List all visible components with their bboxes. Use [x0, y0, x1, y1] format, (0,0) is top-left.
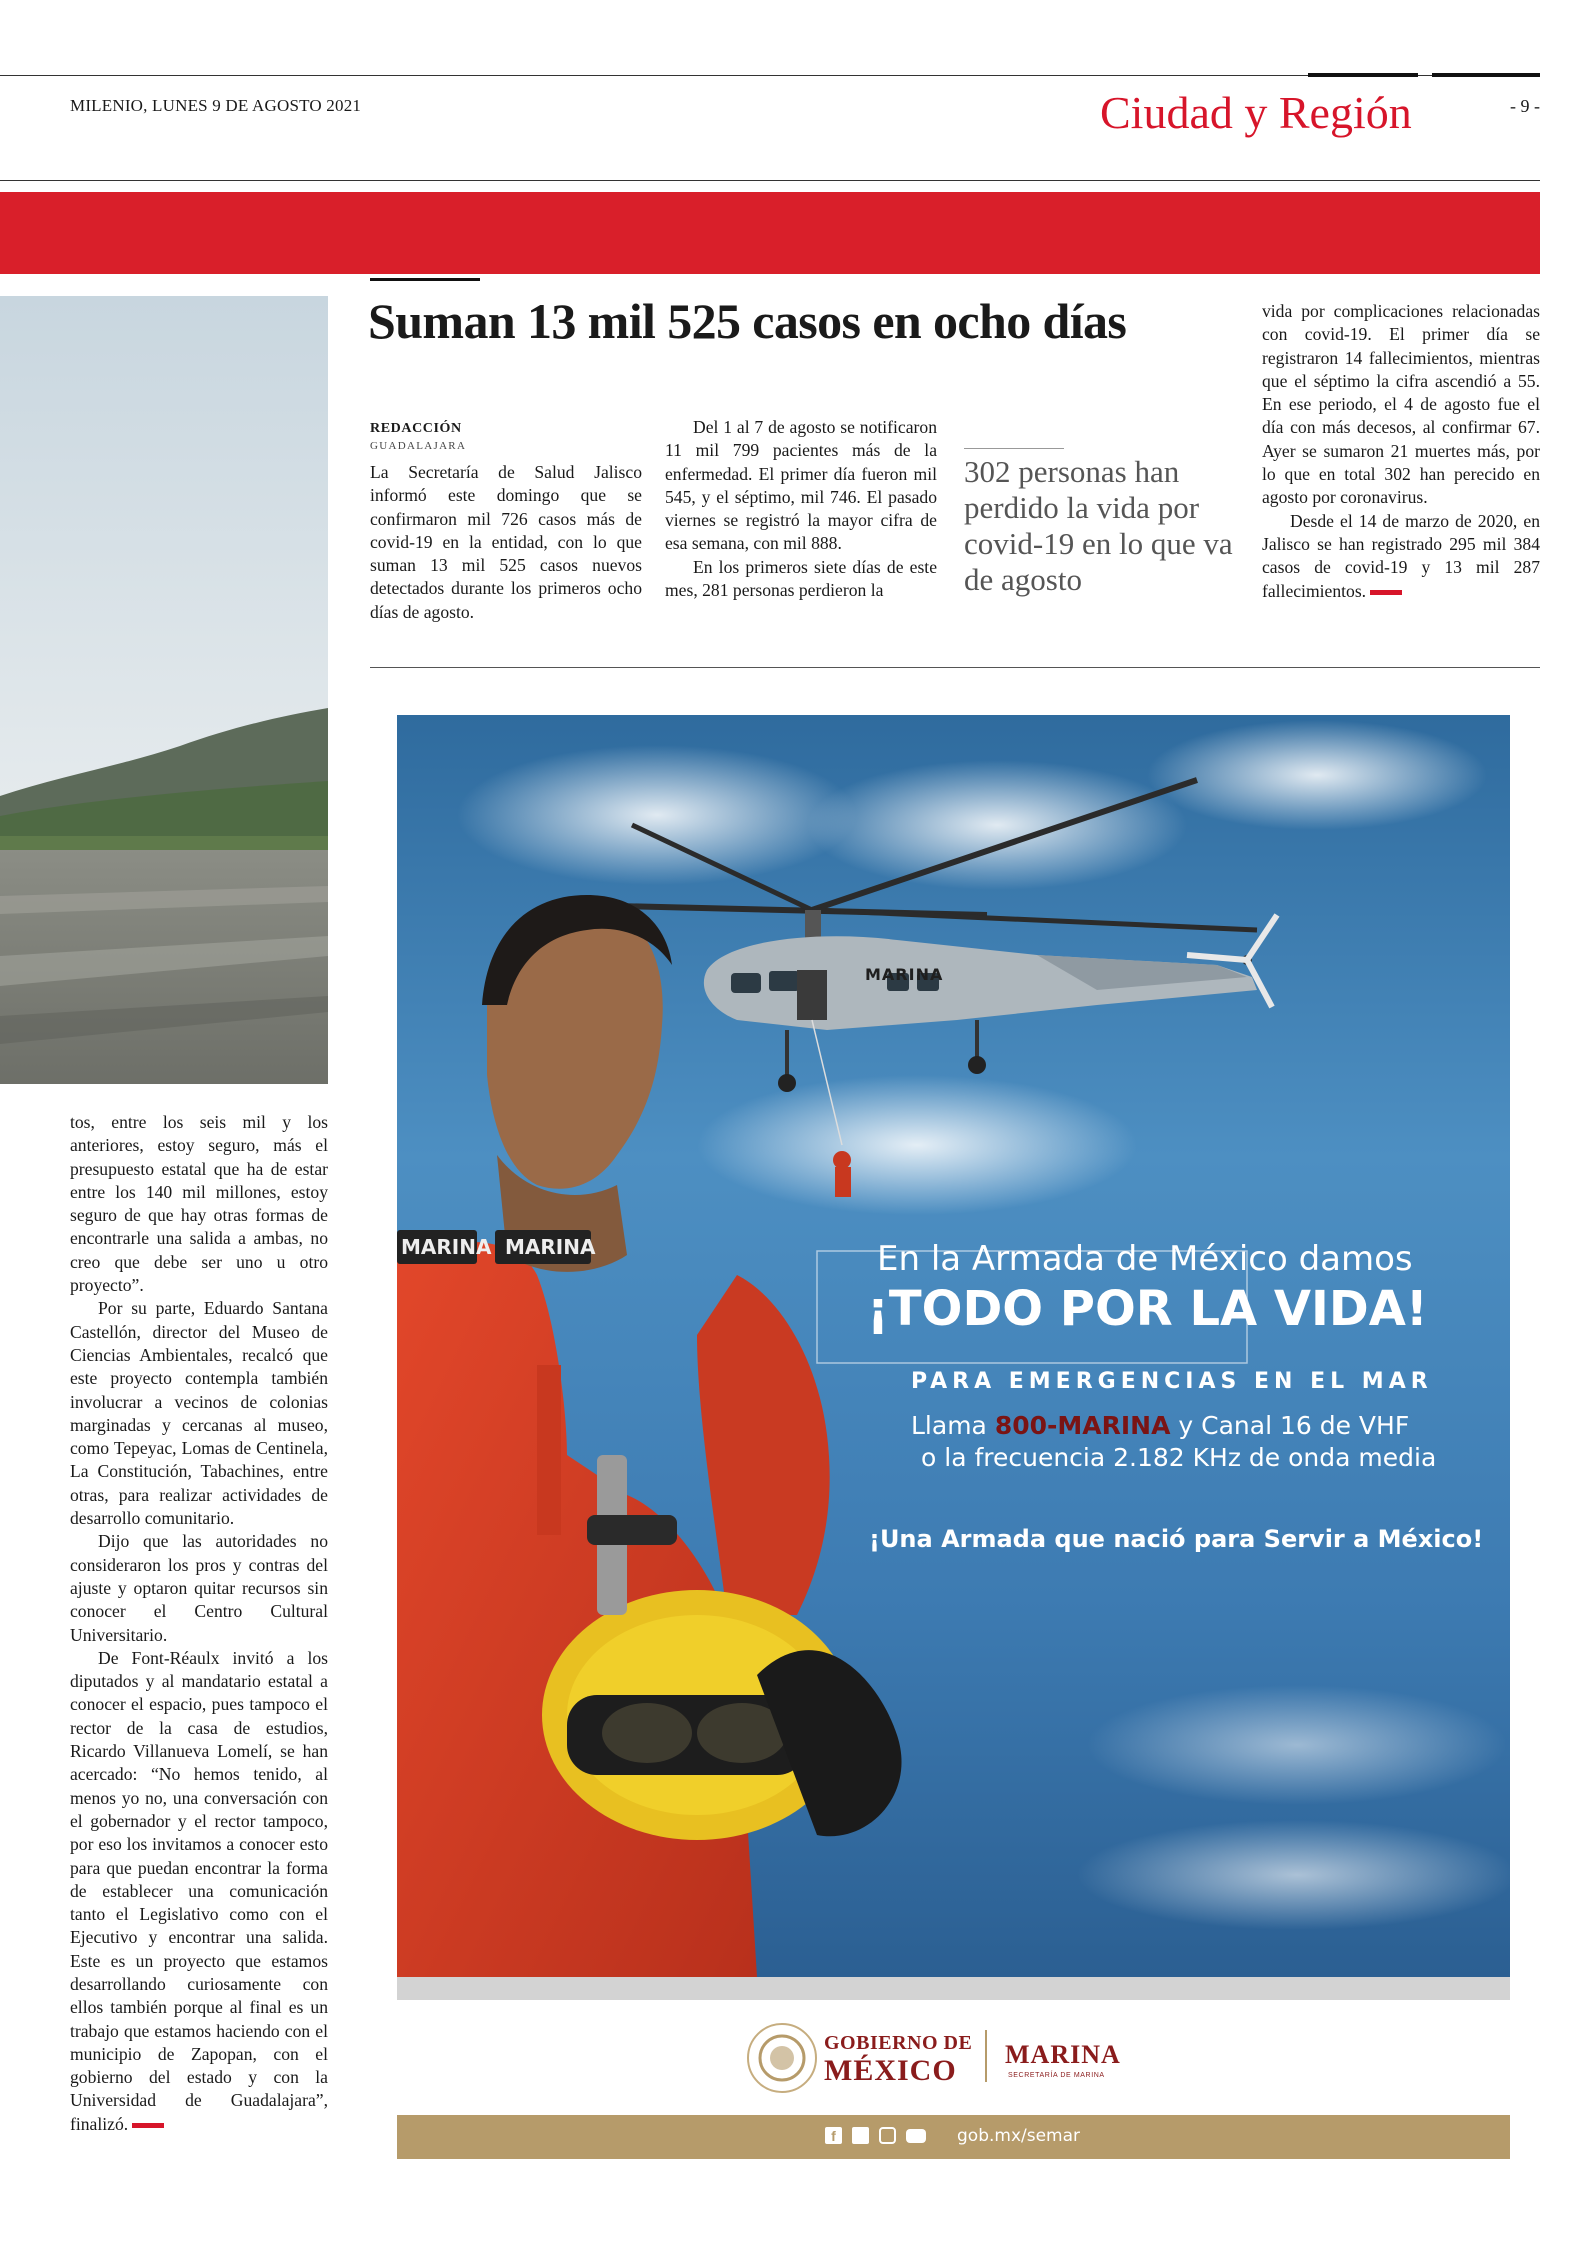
- red-banner: [0, 192, 1540, 274]
- youtube-icon[interactable]: [906, 2129, 926, 2143]
- gov-logo-line1: GOBIERNO DE: [824, 2032, 973, 2054]
- article-paragraph: En los primeros siete días de este mes, 281 personas perdieron la: [665, 556, 937, 601]
- ad-artwork: [397, 715, 1510, 1977]
- ad-footer-bar: [397, 2115, 1510, 2159]
- story-paragraph: De Font-Réaulx invitó a los diputados y al mandatario estatal a conocer el espacio, pues tampoco el rector de la casa de estudios, Ricardo Villanueva Lomelí, se han acercado: “No hemos tenido, al menos yo no, una conversación con el gobernador y el rector tampoco, por eso los invitamos a conocer esto para que puedan encontrar la forma de establecer una comunicación tanto el Legislativo como con el Ejecutivo y encontrar una salida. Este es un proyecto que estamos desarrollando curiosamente con ellos también porque al final es un trabajo que estamos haciendo con el municipio de Zapopan, con el gobierno del estado y con la Universidad de Guadalajara”, finalizó.: [70, 1647, 328, 2134]
- article-paragraph: Desde el 14 de marzo de 2020, en Jalisco se han registrado 295 mil 384 casos de covid-19 y 13 mil 287 fallecimientos.: [1262, 510, 1540, 601]
- article-col-2: [665, 416, 937, 602]
- story-paragraph: Por su parte, Eduardo Santana Castellón, director del Museo de Ciencias Ambientales, recalcó que este proyecto contempla también involucrar a vecinos de colonias marginadas y cercanas al museo, como Tepeyac, Lomas de Centinela, La Constitución, Tabachines, entre otras, para realizar actividades de desarrollo comunitario.: [70, 1298, 328, 1529]
- gov-logo-line2: MÉXICO: [824, 2054, 957, 2087]
- headline: Suman 13 mil 525 casos en ocho días: [368, 293, 1127, 349]
- ad-phone-line: Llama 800-MARINA y Canal 16 de VHF: [911, 1411, 1410, 1440]
- ad-subheading: PARA EMERGENCIAS EN EL MAR: [911, 1369, 1433, 1394]
- end-mark: [132, 2123, 164, 2128]
- twitter-icon[interactable]: [852, 2127, 869, 2144]
- article-paragraph: La Secretaría de Salud Jalisco informó este domingo que se confirmaron mil 726 casos más de covid-19 en la entidad, con lo que suman 13 mil 525 casos nuevos detectados durante los primeros ocho días de agosto.: [370, 462, 642, 622]
- article-paragraph: vida por complicaciones relacionadas con covid-19. El primer día se registraron 14 fallecimientos, mientras que el séptimo la cifra ascendió a 55. En ese periodo, el 4 de agosto fue el día con más decesos, al confirmar 67. Ayer se sumaron 21 muertes más, por lo que en total 302 han perecido en agosto por coronavirus.: [1262, 301, 1540, 508]
- left-story-column: [70, 1111, 328, 2136]
- website-link[interactable]: gob.mx/semar: [957, 2126, 1081, 2146]
- landscape-photo: [0, 296, 328, 1084]
- patch-right: MARINA: [505, 1235, 596, 1259]
- byline-place: GUADALAJARA: [370, 440, 467, 452]
- ad-slogan: ¡Una Armada que nació para Servir a México!: [869, 1525, 1484, 1553]
- helicopter-label: MARINA: [865, 965, 944, 984]
- byline: REDACCIÓN: [370, 421, 462, 436]
- story-paragraph: Dijo que las autoridades no consideraron los pros y contras del ajuste y optaron quitar recursos sin conocer el Centro Cultural Universitario.: [70, 1531, 328, 1645]
- social-icons: [825, 2127, 926, 2144]
- ad-frequency-line: o la frecuencia 2.182 KHz de onda media: [921, 1443, 1437, 1472]
- article-col-1: [370, 461, 642, 624]
- instagram-icon[interactable]: [879, 2127, 896, 2144]
- date-line: MILENIO, LUNES 9 DE AGOSTO 2021: [70, 96, 362, 115]
- story-paragraph: tos, entre los seis mil y los anteriores, estoy seguro, más el presupuesto estatal que ha de estar entre los 140 mil millones, estoy seguro de que hay otras formas de encontrarle una salida a ambas, no creo que debe ser uno u otro proyecto”.: [70, 1112, 328, 1296]
- marina-logo: MARINA: [1005, 2040, 1121, 2069]
- article-col-4: [1262, 300, 1540, 603]
- marina-logo-sub: SECRETARÍA DE MARINA: [1008, 2072, 1105, 2079]
- section-title: Ciudad y Región: [1100, 87, 1412, 138]
- ad-divider-strip: [397, 1977, 1510, 2000]
- page-number: - 9 -: [1510, 96, 1540, 116]
- logo-divider: [985, 2030, 987, 2082]
- pull-quote: 302 personas han perdido la vida por covid-19 en lo que va de agosto: [964, 454, 1233, 597]
- ad-pre-heading: En la Armada de México damos: [877, 1239, 1413, 1279]
- patch-left: MARINA: [401, 1235, 492, 1259]
- article-paragraph: Del 1 al 7 de agosto se notificaron 11 mil 799 pacientes más de la enfermedad. El primer día fueron mil 545, y el séptimo, mil 746. El pasado viernes se registró la mayor cifra de esa semana, con mil 888.: [665, 417, 937, 554]
- marina-advertisement: [397, 715, 1510, 1977]
- facebook-icon[interactable]: f: [825, 2127, 842, 2144]
- end-mark: [1370, 590, 1402, 595]
- ad-heading: ¡TODO POR LA VIDA!: [867, 1281, 1428, 1337]
- mexico-seal-icon: [747, 2023, 817, 2093]
